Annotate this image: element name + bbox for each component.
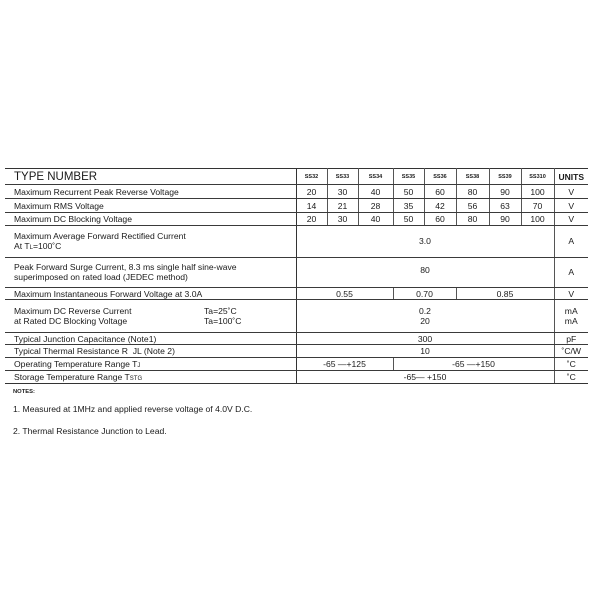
value-text: 3.0 — [419, 236, 431, 246]
unit-text: A — [568, 236, 575, 246]
row-label — [5, 258, 296, 288]
cell-value: 300 — [296, 333, 554, 345]
column-header: SS39 — [489, 169, 521, 185]
label-prefix: Operating Temperature Range T — [14, 359, 138, 369]
label-subscript: STG — [129, 376, 143, 382]
cell-unit: V — [554, 185, 588, 199]
cell-value: -65 —+125 — [296, 358, 393, 371]
cell-value: 70 — [521, 199, 554, 213]
cell-value: 90 — [489, 185, 521, 199]
row-label — [5, 300, 296, 333]
row-label-line1: Maximum DC Reverse Current — [14, 305, 132, 316]
cell-value: 20 — [296, 213, 327, 226]
column-header: SS38 — [456, 169, 489, 185]
label-prefix: Storage Temperature Range T — [14, 372, 130, 382]
table-row-cj — [5, 333, 588, 345]
notes-title: NOTES: — [13, 389, 35, 395]
cell-value: 0.55 — [296, 288, 393, 300]
row-label — [5, 371, 296, 384]
row-label: Maximum RMS Voltage — [5, 199, 296, 213]
row-label: Maximum Recurrent Peak Reverse Voltage — [5, 185, 296, 199]
table-row-ifsm — [5, 258, 588, 288]
column-header: SS35 — [393, 169, 424, 185]
cell-value: 28 — [358, 199, 393, 213]
cell-value: 42 — [424, 199, 456, 213]
value-25c: 0.2 — [419, 306, 431, 316]
cell-value: 35 — [393, 199, 424, 213]
cell-value: 21 — [327, 199, 358, 213]
table-row-rth — [5, 345, 588, 358]
label-suffix: =100˚C — [32, 241, 62, 251]
cell-value: 60 — [424, 213, 456, 226]
row-label: Maximum Instantaneous Forward Voltage at 3.0A — [5, 288, 296, 300]
table-row-vrrm — [5, 185, 588, 199]
row-label: Typical Thermal Resistance R JL (Note 2) — [5, 345, 296, 358]
table-row-tstg — [5, 371, 588, 384]
cell-value: 56 — [456, 199, 489, 213]
row-label: Maximum DC Blocking Voltage — [5, 213, 296, 226]
value-text: 80 — [420, 264, 430, 275]
label-prefix: At T — [14, 241, 30, 251]
cell-value: -65 —+150 — [393, 358, 554, 371]
cell-value: 60 — [424, 185, 456, 199]
cell-unit — [554, 300, 588, 333]
table-row-vf — [5, 288, 588, 300]
cell-value — [296, 300, 554, 333]
cell-value: 50 — [393, 213, 424, 226]
cell-value: 40 — [358, 185, 393, 199]
type-number-header: TYPE NUMBER — [5, 169, 296, 185]
note-2: 2. Thermal Resistance Junction to Lead. — [13, 426, 167, 436]
cell-value: 10 — [296, 345, 554, 358]
cell-value: 80 — [456, 213, 489, 226]
cell-unit: ˚C — [554, 371, 588, 384]
units-header: UNITS — [554, 169, 588, 185]
cell-value: 0.85 — [456, 288, 554, 300]
cell-unit — [554, 226, 588, 258]
row-label-line2: at Rated DC Blocking Voltage — [14, 315, 128, 326]
cell-value — [296, 258, 554, 288]
table-row-vrms — [5, 199, 588, 213]
condition-25c: Ta=25˚C — [204, 305, 237, 316]
note-1: 1. Measured at 1MHz and applied reverse voltage of 4.0V D.C. — [13, 404, 253, 414]
row-label: Typical Junction Capacitance (Note1) — [5, 333, 296, 345]
cell-value — [296, 226, 554, 258]
unit-text: A — [568, 267, 575, 277]
cell-value: 30 — [327, 213, 358, 226]
cell-unit — [554, 258, 588, 288]
label-subscript: L — [29, 245, 33, 251]
label-subscript: J — [137, 363, 141, 369]
electrical-characteristics-table — [5, 168, 588, 384]
unit-25c: mA — [564, 306, 578, 316]
cell-value: 0.70 — [393, 288, 456, 300]
table-header-row — [5, 169, 588, 185]
condition-100c: Ta=100˚C — [204, 315, 242, 326]
row-label — [5, 358, 296, 371]
row-label-line1: Maximum Average Forward Rectified Current — [14, 231, 186, 241]
cell-unit: V — [554, 213, 588, 226]
row-label-line2 — [14, 241, 296, 251]
table-row-vdc — [5, 213, 588, 226]
table-row-iav — [5, 226, 588, 258]
column-header: SS33 — [327, 169, 358, 185]
cell-value: 14 — [296, 199, 327, 213]
cell-value: -65— +150 — [296, 371, 554, 384]
cell-value: 20 — [296, 185, 327, 199]
cell-value: 40 — [358, 213, 393, 226]
cell-unit: pF — [554, 333, 588, 345]
value-100c: 20 — [420, 316, 430, 326]
cell-value: 63 — [489, 199, 521, 213]
row-label-line1: Peak Forward Surge Current, 8.3 ms single half sine-wave — [14, 262, 237, 272]
cell-value: 50 — [393, 185, 424, 199]
cell-value: 30 — [327, 185, 358, 199]
unit-100c: mA — [564, 316, 578, 326]
cell-value: 100 — [521, 185, 554, 199]
column-header: SS32 — [296, 169, 327, 185]
column-header: SS34 — [358, 169, 393, 185]
cell-unit: V — [554, 199, 588, 213]
table-row-tj — [5, 358, 588, 371]
row-label — [5, 226, 296, 258]
column-header: SS310 — [521, 169, 554, 185]
column-header: SS36 — [424, 169, 456, 185]
cell-unit: ˚C/W — [554, 345, 588, 358]
cell-value: 80 — [456, 185, 489, 199]
table-row-ir — [5, 300, 588, 333]
cell-unit: ˚C — [554, 358, 588, 371]
row-label-line2: superimposed on rated load (JEDEC method) — [14, 272, 188, 282]
cell-unit: V — [554, 288, 588, 300]
cell-value: 90 — [489, 213, 521, 226]
cell-value: 100 — [521, 213, 554, 226]
